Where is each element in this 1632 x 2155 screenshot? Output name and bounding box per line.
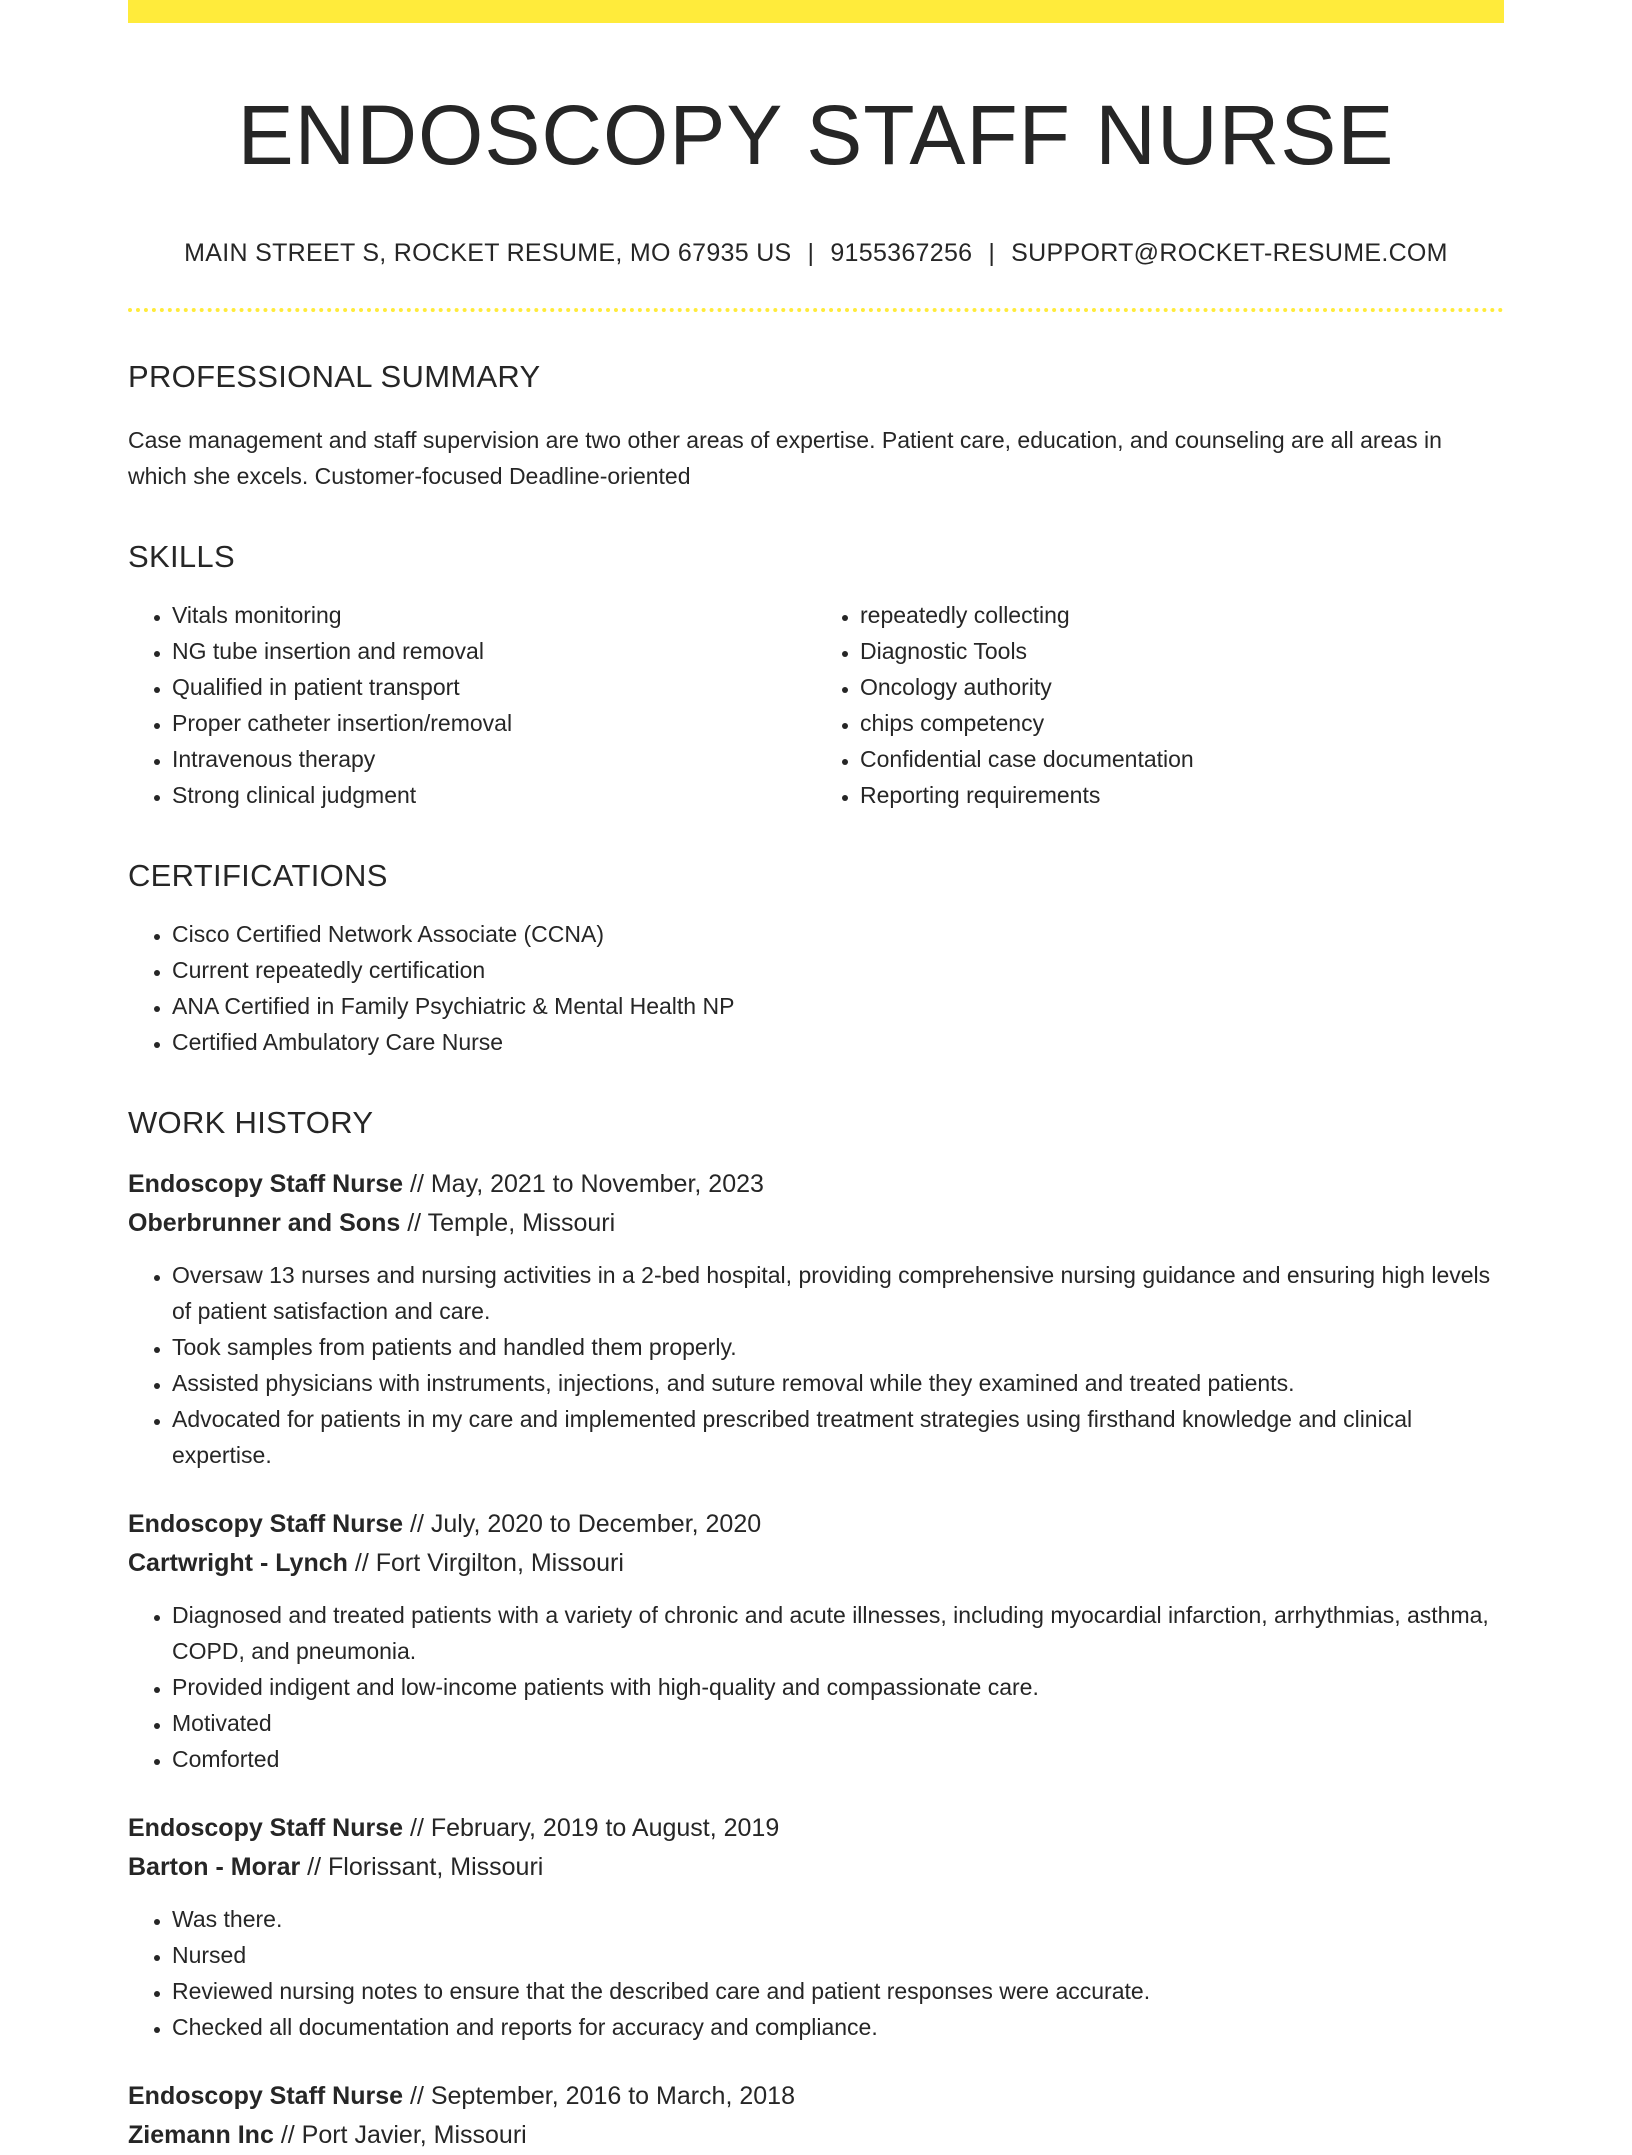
- skills-grid: [128, 597, 1504, 813]
- skill-item: • Vitals monitoring: [172, 597, 816, 633]
- job-entry: [128, 2077, 1504, 2155]
- job-dates: // July, 2020 to December, 2020: [403, 1510, 762, 1539]
- skill-item: • repeatedly collecting: [860, 597, 1504, 633]
- job-bullets: [128, 1257, 1504, 1473]
- skill-item: • Reporting requirements: [860, 777, 1504, 813]
- skill-item: • chips competency: [860, 705, 1504, 741]
- work-history-section: [128, 1104, 1504, 2155]
- certifications-heading: CERTIFICATIONS: [128, 857, 388, 893]
- summary-heading: PROFESSIONAL SUMMARY: [128, 359, 541, 395]
- job-entry: [128, 1809, 1504, 2045]
- contact-separator: |: [988, 239, 996, 268]
- job-title-line: [128, 1165, 1504, 1204]
- job-bullet: • Advocated for patients in my care and implemented prescribed treatment strategies using firsthand knowledge and clinical expertise.: [172, 1401, 1504, 1473]
- job-company: Oberbrunner and Sons: [128, 1209, 401, 1238]
- contact-phone: 9155367256: [830, 239, 973, 268]
- certification-item: • Certified Ambulatory Care Nurse: [172, 1024, 1504, 1060]
- skill-item: • Confidential case documentation: [860, 741, 1504, 777]
- job-role: Endoscopy Staff Nurse: [128, 1170, 404, 1199]
- resume-title: ENDOSCOPY STAFF NURSE: [237, 88, 1395, 182]
- job-entry: [128, 1505, 1504, 1777]
- job-bullet: • Provided indigent and low-income patients with high-quality and compassionate care.: [172, 1669, 1504, 1705]
- job-company: Cartwright - Lynch: [128, 1549, 348, 1578]
- job-location: // Florissant, Missouri: [300, 1853, 544, 1882]
- skill-item: • Proper catheter insertion/removal: [172, 705, 816, 741]
- job-dates: // May, 2021 to November, 2023: [403, 1170, 764, 1199]
- skills-list-left: [128, 597, 816, 813]
- skill-item: • Diagnostic Tools: [860, 633, 1504, 669]
- contact-email[interactable]: SUPPORT@ROCKET-RESUME.COM: [1011, 239, 1448, 268]
- job-location: // Temple, Missouri: [400, 1209, 616, 1238]
- skills-heading: SKILLS: [128, 538, 235, 574]
- job-bullet: • Oversaw 13 nurses and nursing activities in a 2-bed hospital, providing comprehensive nursing guidance and ensuring high levels of patient satisfaction and care.: [172, 1257, 1504, 1329]
- job-bullet: • Took samples from patients and handled them properly.: [172, 1329, 1504, 1365]
- contact-address: MAIN STREET S, ROCKET RESUME, MO 67935 US: [184, 239, 792, 268]
- contact-separator: |: [807, 239, 815, 268]
- certification-item: • Cisco Certified Network Associate (CCNA): [172, 916, 1504, 952]
- skill-item: • Qualified in patient transport: [172, 669, 816, 705]
- job-role: Endoscopy Staff Nurse: [128, 2082, 404, 2111]
- resume-page: [128, 0, 1504, 2155]
- job-title-line: [128, 2077, 1504, 2116]
- job-bullet: • Assisted physicians with instruments, injections, and suture removal while they examined and treated patients.: [172, 1365, 1504, 1401]
- top-accent-bar: [128, 0, 1504, 23]
- dotted-divider: [128, 308, 1504, 312]
- certifications-section: [128, 857, 1504, 1060]
- job-bullet: • Reviewed nursing notes to ensure that the described care and patient responses were accurate.: [172, 1973, 1504, 2009]
- job-bullet: • Comforted: [172, 1741, 1504, 1777]
- job-bullet: • Diagnosed and treated patients with a variety of chronic and acute illnesses, including myocardial infarction, arrhythmias, asthma, COPD, and pneumonia.: [172, 1597, 1504, 1669]
- job-title-line: [128, 1505, 1504, 1544]
- skills-section: [128, 538, 1504, 813]
- contact-line: [128, 239, 1504, 268]
- skill-item: • Oncology authority: [860, 669, 1504, 705]
- job-company: Barton - Morar: [128, 1853, 301, 1882]
- job-company-line: [128, 1544, 1504, 1583]
- job-bullet: • Nursed: [172, 1937, 1504, 1973]
- job-role: Endoscopy Staff Nurse: [128, 1510, 404, 1539]
- job-bullets: [128, 1901, 1504, 2045]
- job-entry: [128, 1165, 1504, 1473]
- job-role: Endoscopy Staff Nurse: [128, 1814, 404, 1843]
- job-bullet: • Was there.: [172, 1901, 1504, 1937]
- job-company-line: [128, 2116, 1504, 2155]
- job-bullets: [128, 1597, 1504, 1777]
- job-company: Ziemann Inc: [128, 2121, 274, 2150]
- job-dates: // February, 2019 to August, 2019: [403, 1814, 780, 1843]
- summary-text: Case management and staff supervision are two other areas of expertise. Patient care, education, and counseling are all areas in which she excels. Customer-focused Deadline-oriented: [128, 426, 1442, 489]
- certification-item: • Current repeatedly certification: [172, 952, 1504, 988]
- job-company-line: [128, 1204, 1504, 1243]
- summary-section: [128, 358, 1504, 493]
- job-bullet: • Motivated: [172, 1705, 1504, 1741]
- job-company-line: [128, 1848, 1504, 1887]
- job-location: // Fort Virgilton, Missouri: [347, 1549, 624, 1578]
- job-location: // Port Javier, Missouri: [273, 2121, 527, 2150]
- job-dates: // September, 2016 to March, 2018: [403, 2082, 795, 2111]
- skill-item: • NG tube insertion and removal: [172, 633, 816, 669]
- skill-item: • Intravenous therapy: [172, 741, 816, 777]
- skills-list-right: [816, 597, 1504, 813]
- certifications-list: [128, 916, 1504, 1060]
- job-title-line: [128, 1809, 1504, 1848]
- job-bullet: • Checked all documentation and reports for accuracy and compliance.: [172, 2009, 1504, 2045]
- certification-item: • ANA Certified in Family Psychiatric & Mental Health NP: [172, 988, 1504, 1024]
- work-history-heading: WORK HISTORY: [128, 1104, 374, 1140]
- skill-item: • Strong clinical judgment: [172, 777, 816, 813]
